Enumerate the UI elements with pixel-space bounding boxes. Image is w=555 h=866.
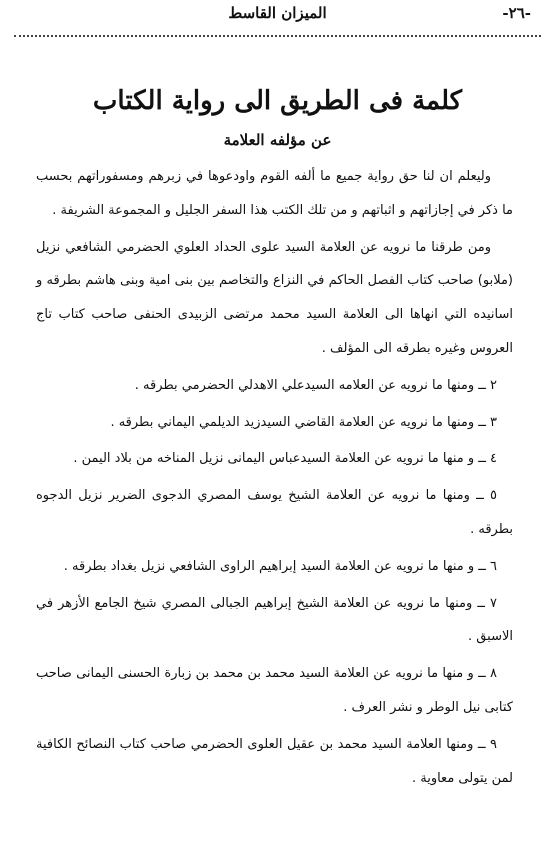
list-item: ٧ ــ ومنها ما نرويه عن العلامة الشيخ إبراهيم الجبالى المصري شيخ الجامع الأزهر في الاسبق . (36, 595, 513, 645)
list-item: ٥ ــ ومنها ما نرويه عن العلامة الشيخ يوسف المصري الدجوى الضرير نزيل الدجوه بطرقه . (36, 488, 513, 537)
running-title: الميزان القاسط (228, 4, 327, 22)
list-item: ٤ ــ و منها ما نرويه عن العلامة السيدعباس اليمانى نزيل المناخه من بلاد اليمن . (73, 451, 497, 467)
header-dotted-rule (14, 35, 541, 37)
intro-paragraph: وليعلم ان لنا حق رواية جميع ما ألفه القوم واودعوها في زبرهم ومسفوراتهم بحسب ما ذكر في إجازاتهم و اثباتهم و من تلك الكتب هذا السفر الجليل و المجموعة الشريفة . (36, 169, 513, 218)
list-item: ٢ ــ ومنها ما نرويه عن العلامه السيدعلي الاهدلي الحضرمي بطرقه . (134, 377, 497, 393)
list-item: ٣ ــ ومنها ما نرويه عن العلامة القاضي السيدزيد الديلمي اليماني بطرقه . (110, 414, 497, 430)
chain-paragraph: ومن طرقنا ما نرويه عن العلامة السيد علوى الحداد العلوي الحضرمي الشافعي نزيل (ملابو) صاحب كتاب الفصل الحاكم في النزاع والتخاصم بين بنى امية وبنى هاشم بطرقه و اسانيده التي انهاها الى العلامة السيد محمد مرتضى الزبيدى الحنفى صاحب كتاب تاج العروس وغيره بطرقه الى المؤلف . (36, 239, 513, 356)
list-item: ٦ ــ و منها ما نرويه عن العلامة السيد إبراهيم الراوى الشافعي نزيل بغداد بطرقه . (63, 558, 497, 574)
page-number: -٢٦- (502, 4, 531, 22)
list-item: ٩ ــ ومنها العلامة السيد محمد بن عقيل العلوى الحضرمي صاحب كتاب النصائح الكافية لمن يتولى معاوية . (36, 736, 513, 786)
list-item: ٨ ــ و منها ما نرويه عن العلامة السيد محمد بن محمد بن زبارة الحسنى اليمانى صاحب كتابى نيل الوطر و نشر العرف . (36, 666, 513, 715)
running-header (14, 4, 541, 28)
chapter-title: كلمة فى الطريق الى رواية الكتاب (92, 86, 463, 116)
body-text (36, 160, 513, 798)
chapter-subtitle: عن مؤلفه العلامة (223, 131, 332, 149)
